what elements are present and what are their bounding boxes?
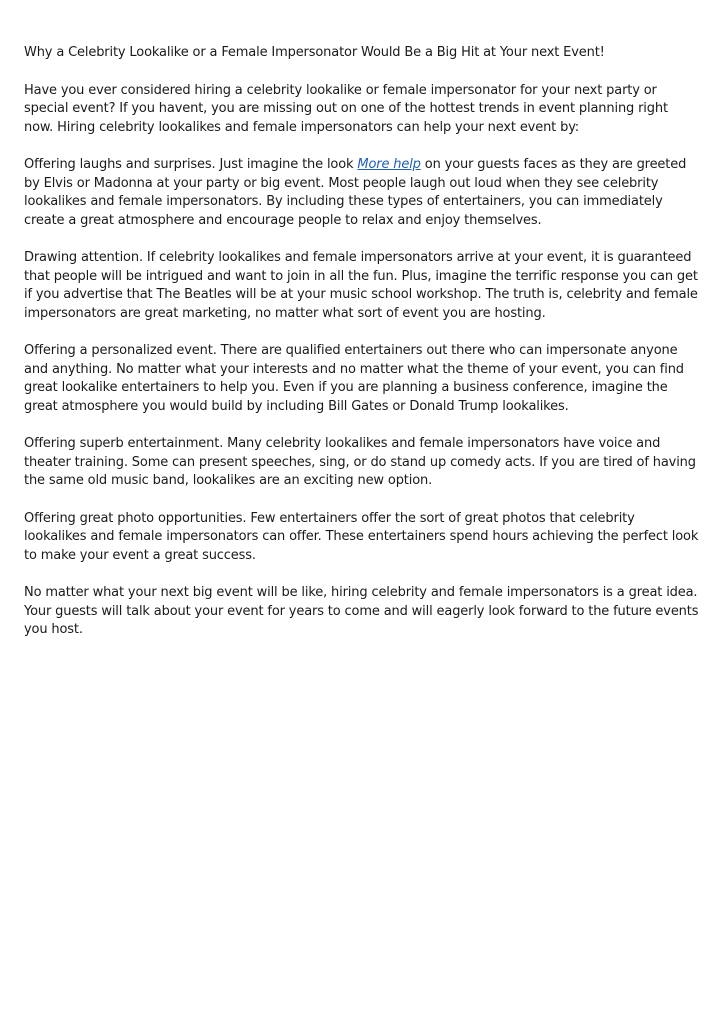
paragraph-laughs-end: on your guests faces as they are greeted by Elvis or Madonna at your party or big event. Most people laugh out loud when they see celebrity lookalikes and female impersonators. By including these types of entertainers, you can immediately create a great atmosphere and encourage people to relax and enjoy themselves. (24, 157, 687, 228)
document-title: Why a Celebrity Lookalike or a Female Impersonator Would Be a Big Hit at Your next Event! (24, 45, 605, 60)
paragraph-attention: Drawing attention. If celebrity lookalikes and female impersonators arrive at your event, it is guaranteed that people will be intrigued and want to join in all the fun. Plus, imagine the terrific response you can get if you advertise that The Beatles will be at your music school workshop. The truth is, celebrity and female impersonators are great marketing, no matter what sort of event you are hosting. (24, 250, 698, 321)
paragraph-laughs-start: Offering laughs and surprises. Just imagine the look (24, 157, 358, 172)
intro-paragraph: Have you ever considered hiring a celebrity lookalike or female impersonator for your next party or special event? If you havent, you are missing out on one of the hottest trends in event planning right now. Hiring celebrity lookalikes and female impersonators can help your next event by: (24, 82, 668, 135)
paragraph-entertainment: Offering superb entertainment. Many celebrity lookalikes and female impersonators have voice and theater training. Some can present speeches, sing, or do stand up comedy acts. If you are tired of having the same old music band, lookalikes are an exciting new option. (24, 436, 696, 488)
more-help-link[interactable]: More help (357, 157, 421, 172)
paragraph-photo: Offering great photo opportunities. Few entertainers offer the sort of great photos that celebrity lookalikes and female impersonators can offer. These entertainers spend hours achieving the perfect look to make your event a great success. (24, 510, 699, 563)
document-body (24, 44, 700, 659)
paragraph-laughs (24, 156, 700, 230)
paragraph-conclusion: No matter what your next big event will be like, hiring celebrity and female impersonators is a great idea. Your guests will talk about your event for years to come and will eagerly look forward to the future events you host. (24, 585, 699, 637)
paragraph-personalized: Offering a personalized event. There are qualified entertainers out there who can impersonate anyone and anything. No matter what your interests and no matter what the theme of your event, you can find great lookalike entertainers to help you. Even if you are planning a business conference, imagine the great atmosphere you would build by including Bill Gates or Donald Trump lookalikes. (24, 343, 684, 414)
